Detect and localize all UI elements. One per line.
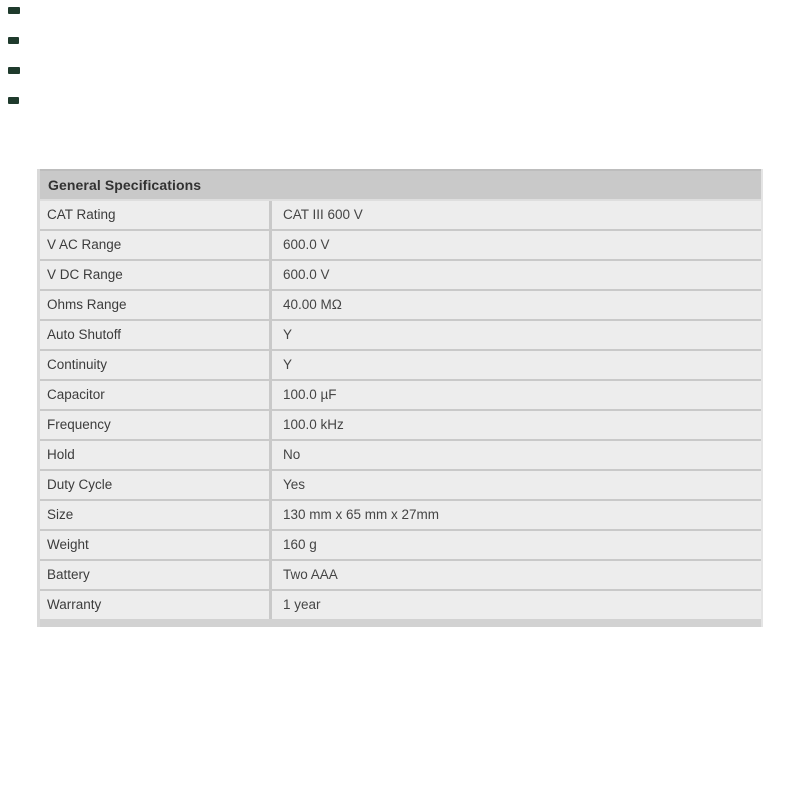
spec-row: [40, 589, 761, 619]
spec-label: Capacitor: [40, 381, 272, 409]
spec-row: [40, 439, 761, 469]
spec-value: 100.0 µF: [272, 381, 761, 409]
table-header-label: General Specifications: [48, 177, 202, 193]
spec-value: 40.00 MΩ: [272, 291, 761, 319]
spec-label: Size: [40, 501, 272, 529]
spec-row: [40, 229, 761, 259]
spec-row: [40, 529, 761, 559]
spec-value: 600.0 V: [272, 261, 761, 289]
spec-row: [40, 199, 761, 229]
thumbnail-fragment: [8, 67, 20, 74]
table-body: [40, 199, 761, 619]
spec-value: Y: [272, 321, 761, 349]
spec-row: [40, 259, 761, 289]
thumbnail-fragment: [8, 7, 20, 14]
spec-value: 600.0 V: [272, 231, 761, 259]
spec-value: 100.0 kHz: [272, 411, 761, 439]
spec-row: [40, 349, 761, 379]
spec-row: [40, 409, 761, 439]
spec-value: No: [272, 441, 761, 469]
spec-value: 160 g: [272, 531, 761, 559]
spec-row: [40, 319, 761, 349]
thumbnail-fragment: [8, 97, 19, 104]
spec-label: Hold: [40, 441, 272, 469]
spec-value: 1 year: [272, 591, 761, 619]
spec-row: [40, 379, 761, 409]
thumbnail-fragment: [8, 37, 19, 44]
spec-label: Warranty: [40, 591, 272, 619]
spec-value: CAT III 600 V: [272, 201, 761, 229]
spec-label: Auto Shutoff: [40, 321, 272, 349]
spec-value: Two AAA: [272, 561, 761, 589]
spec-row: [40, 499, 761, 529]
spec-label: Battery: [40, 561, 272, 589]
spec-label: Weight: [40, 531, 272, 559]
spec-label: Continuity: [40, 351, 272, 379]
spec-label: Duty Cycle: [40, 471, 272, 499]
spec-label: CAT Rating: [40, 201, 272, 229]
spec-row: [40, 289, 761, 319]
spec-label: V AC Range: [40, 231, 272, 259]
spec-row: [40, 559, 761, 589]
spec-label: Frequency: [40, 411, 272, 439]
spec-value: Y: [272, 351, 761, 379]
table-header: [40, 169, 761, 199]
spec-value: 130 mm x 65 mm x 27mm: [272, 501, 761, 529]
table-footer-bar: [40, 619, 761, 627]
specifications-table: [37, 169, 763, 627]
spec-row: [40, 469, 761, 499]
spec-value: Yes: [272, 471, 761, 499]
spec-label: V DC Range: [40, 261, 272, 289]
spec-label: Ohms Range: [40, 291, 272, 319]
